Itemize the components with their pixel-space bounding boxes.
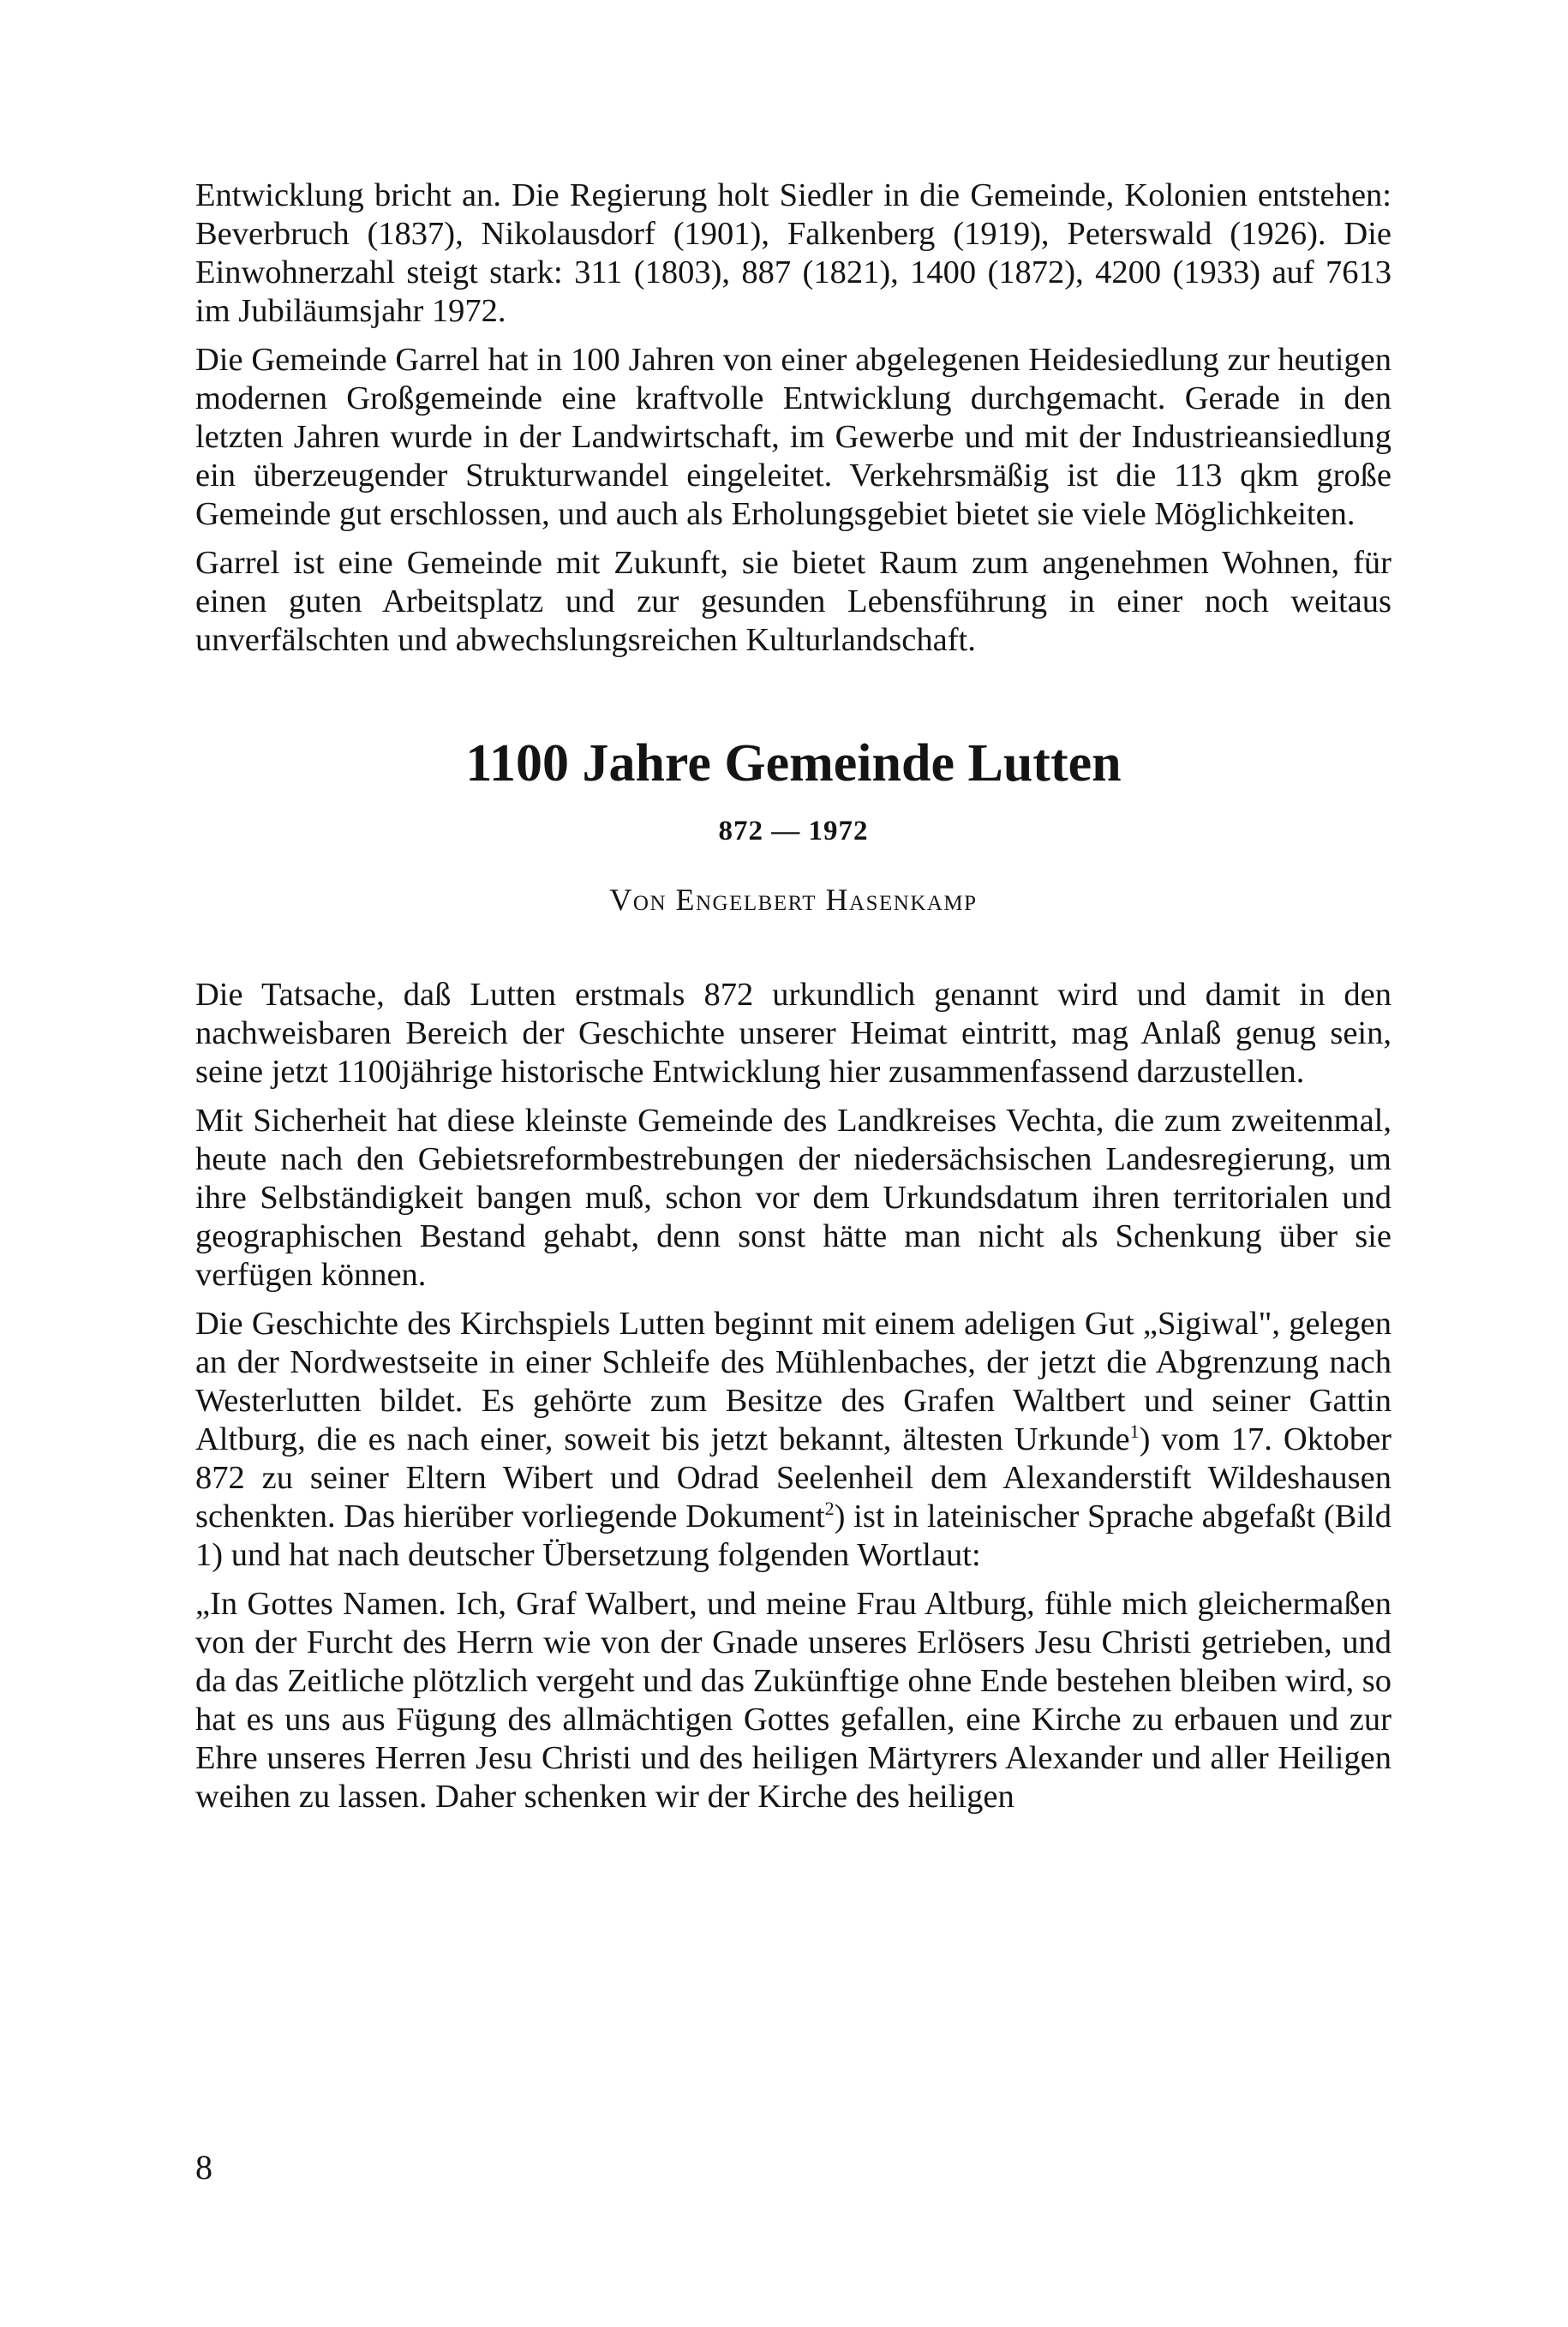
article-paragraph-1: Die Tatsache, daß Lutten erstmals 872 urkundlich genannt wird und damit in den nachweisbaren Bereich der Geschichte unserer Heimat eintritt, mag Anlaß genug sein, seine jetzt 1100jährige historische Entwicklung hier zusammenfassend darzustellen. bbox=[195, 977, 1391, 1090]
footnote-ref-1: 1 bbox=[1129, 1421, 1140, 1443]
intro-paragraph-1: Entwicklung bricht an. Die Regierung holt Siedler in die Gemeinde, Kolonien entstehen: Beverbruch (1837), Nikolausdorf (1901), Falkenberg (1919), Peterswald (1926). Die Einwohnerzahl steigt stark: 311 (1803), 887 (1821), 1400 (1872), 4200 (1933) auf 7613 im Jubiläumsjahr 1972. bbox=[195, 177, 1391, 329]
article-paragraph-3-part-3: ) ist in lateinischer Sprache abgefaßt (Bild 1) und hat nach deutscher Übersetzung folgenden Wortlaut: bbox=[195, 1498, 1391, 1573]
article-paragraph-2: Mit Sicherheit hat diese kleinste Gemeinde des Landkreises Vechta, die zum zweitenmal, heute nach den Gebietsreformbestrebungen der niedersächsischen Landesregierung, um ihre Selbständigkeit bangen muß, schon vor dem Urkundsdatum ihren territorialen und geographischen Bestand gehabt, denn sonst hätte man nicht als Schenkung über sie verfügen können. bbox=[195, 1103, 1391, 1293]
article-paragraph-3 bbox=[195, 1305, 1391, 1575]
article-paragraph-3-part-1: Die Geschichte des Kirchspiels Lutten beginnt mit einem adeligen Gut „Sigiwal", gelegen an der Nordwestseite in einer Schleife des Mühlenbaches, der jetzt die Abgrenzung nach Westerlutten bildet. Es gehörte zum Besitze des Grafen Waltbert und seiner Gattin Altburg, die es nach einer, soweit bis jetzt bekannt, ältesten Urkunde bbox=[195, 1306, 1391, 1457]
article-paragraph-3-part-2: ) vom 17. Oktober 872 zu seiner Eltern Wibert und Odrad Seelenheil dem Alexanderstift Wildeshausen schenkten. Das hierüber vorliegende Dokument bbox=[195, 1421, 1391, 1534]
article-author: Von Engelbert Hasenkamp bbox=[609, 882, 978, 917]
intro-paragraph-3: Garrel ist eine Gemeinde mit Zukunft, sie bietet Raum zum angenehmen Wohnen, für einen guten Arbeitsplatz und zur gesunden Lebensführung in einer noch weitaus unverfälschten und abwechslungsreichen Kulturlandschaft. bbox=[195, 545, 1391, 658]
article-years: 872 — 1972 bbox=[718, 816, 869, 846]
footnote-ref-2: 2 bbox=[824, 1498, 835, 1520]
page-content bbox=[195, 176, 1391, 1827]
article-paragraph-4: „In Gottes Namen. Ich, Graf Walbert, und meine Frau Altburg, fühle mich gleichermaßen von der Furcht des Herrn wie von der Gnade unseres Erlösers Jesu Christi getrieben, und da das Zeitliche plötzlich vergeht und das Zukünftige ohne Ende bestehen bleiben wird, so hat es uns aus Fügung des allmächtigen Gottes gefallen, eine Kirche zu erbauen und zur Ehre unseres Herren Jesu Christi und des heiligen Märtyrers Alexander und aller Heiligen weihen zu lassen. Daher schenken wir der Kirche des heiligen bbox=[195, 1586, 1391, 1815]
page-number: 8 bbox=[195, 2148, 212, 2186]
article-body bbox=[195, 976, 1391, 1816]
article-title: 1100 Jahre Gemeinde Lutten bbox=[465, 734, 1122, 793]
intro-paragraph-2: Die Gemeinde Garrel hat in 100 Jahren von einer abgelegenen Heidesiedlung zur heutigen modernen Großgemeinde eine kraftvolle Entwicklung durchgemacht. Gerade in den letzten Jahren wurde in der Landwirtschaft, im Gewerbe und mit der Industrieansiedlung ein überzeugender Strukturwandel eingeleitet. Verkehrsmäßig ist die 113 qkm große Gemeinde gut erschlossen, und auch als Erholungsgebiet bietet sie viele Möglichkeiten. bbox=[195, 342, 1391, 532]
